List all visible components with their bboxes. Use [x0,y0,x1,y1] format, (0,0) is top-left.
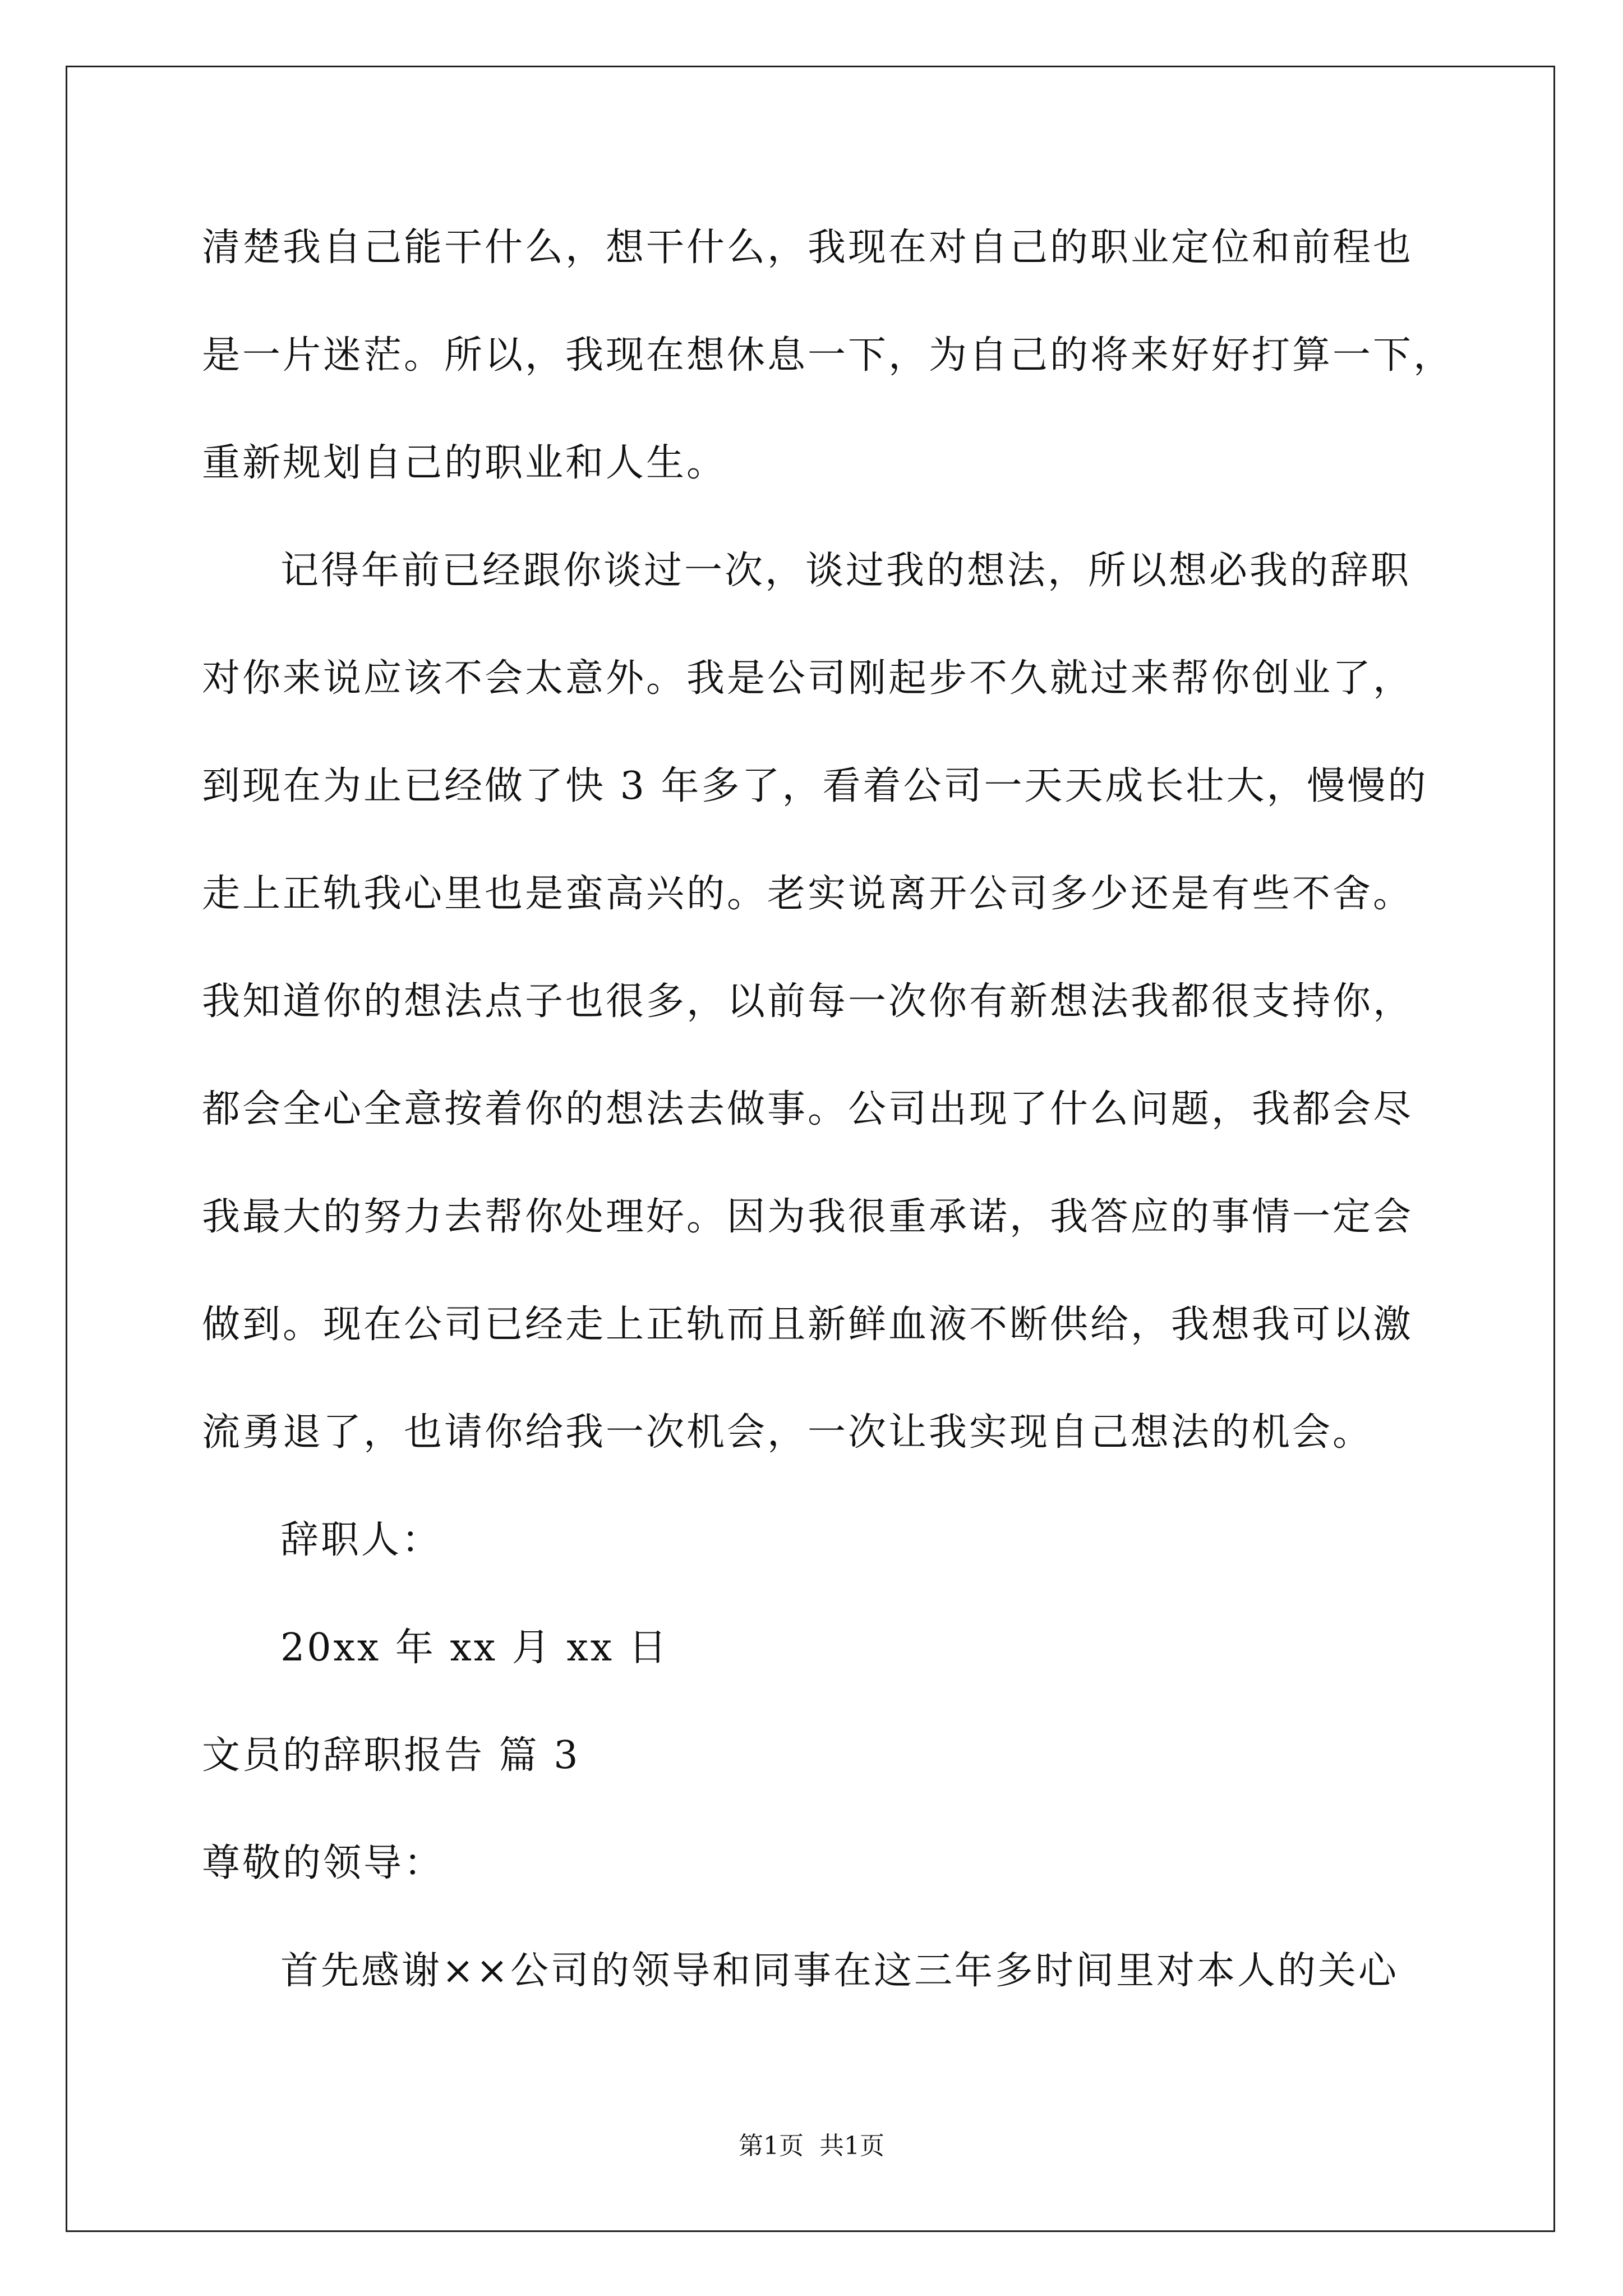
section-heading: 文员的辞职报告 篇 3 [202,1733,580,1778]
date-line: 20xx 年 xx 月 xx 日 [280,1626,669,1670]
page-number-footer: 第1页 共1页 [739,2132,884,2160]
body-line: 清楚我自己能干什么，想干什么，我现在对自己的职业定位和前程也 [202,226,1414,270]
body-line: 走上正轨我心里也是蛮高兴的。老实说离开公司多少还是有些不舍。 [202,872,1414,916]
body-line: 重新规划自己的职业和人生。 [202,441,727,485]
body-line: 首先感谢××公司的领导和同事在这三年多时间里对本人的关心 [280,1949,1399,1993]
body-line: 做到。现在公司已经走上正轨而且新鲜血液不断供给，我想我可以激 [202,1303,1414,1347]
body-line: 到现在为止已经做了快 3 年多了，看着公司一天天成长壮大，慢慢的 [202,764,1428,808]
body-line: 记得年前已经跟你谈过一次，谈过我的想法，所以想必我的辞职 [280,549,1412,593]
signature-label: 辞职人： [280,1518,442,1562]
body-line: 流勇退了，也请你给我一次机会，一次让我实现自己想法的机会。 [202,1410,1373,1455]
body-line: 是一片迷茫。所以，我现在想休息一下，为自己的将来好好打算一下， [202,333,1454,378]
body-line: 都会全心全意按着你的想法去做事。公司出现了什么问题，我都会尽 [202,1087,1414,1131]
page-border [66,66,1555,2232]
salutation: 尊敬的领导： [202,1841,445,1885]
body-line: 对你来说应该不会太意外。我是公司刚起步不久就过来帮你创业了， [202,656,1414,701]
body-line: 我知道你的想法点子也很多，以前每一次你有新想法我都很支持你， [202,979,1414,1024]
body-line: 我最大的努力去帮你处理好。因为我很重承诺，我答应的事情一定会 [202,1195,1414,1239]
